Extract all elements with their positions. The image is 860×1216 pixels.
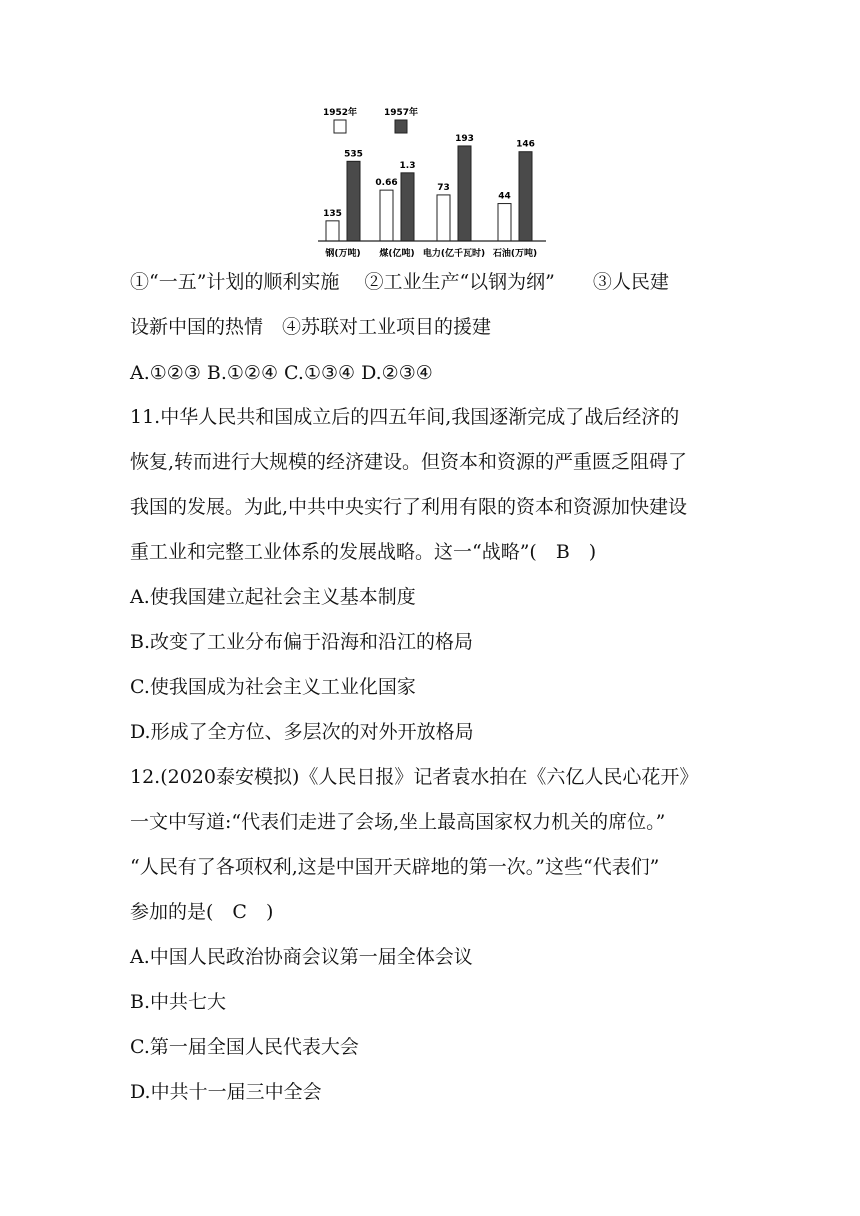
industrial-output-bar-chart <box>310 100 550 265</box>
option-statements-2: 设新中国的热情 ④苏联对工业项目的援建 <box>130 316 492 338</box>
bar-1952年-2 <box>437 195 450 241</box>
q11-stem-1: 11.中华人民共和国成立后的四五年间,我国逐渐完成了战后经济的 <box>130 406 680 428</box>
chart-bars <box>323 134 535 241</box>
q12-stem-2: 一文中写道:“代表们走进了会场,坐上最高国家权力机关的席位。” <box>130 811 666 833</box>
legend-label-1952: 1952年 <box>323 108 358 118</box>
q11-option-c: C.使我国成为社会主义工业化国家 <box>130 676 416 698</box>
option-statements-1: ①“一五”计划的顺利实施 ②工业生产“以钢为纲” ③人民建 <box>130 271 669 293</box>
bar-1952年-0 <box>326 221 339 241</box>
q12-option-c: C.第一届全国人民代表大会 <box>130 1036 359 1058</box>
data-label-1957年-1: 1.3 <box>399 160 416 171</box>
q11-stem-3: 我国的发展。为此,中共中央实行了利用有限的资本和资源加快建设 <box>130 496 688 518</box>
bar-1957年-2 <box>458 146 471 241</box>
data-label-1957年-0: 535 <box>344 149 363 160</box>
data-label-1952年-1: 0.66 <box>375 178 398 189</box>
bar-1952年-1 <box>380 190 393 241</box>
bar-1957年-3 <box>519 152 532 241</box>
category-label-0: 钢(万吨) <box>325 249 361 259</box>
bar-1957年-0 <box>347 161 360 241</box>
q12-option-b: B.中共七大 <box>130 991 227 1013</box>
data-label-1952年-0: 135 <box>323 208 342 219</box>
q11-stem-4: 重工业和完整工业体系的发展战略。这一“战略”( B ) <box>130 541 597 563</box>
q11-stem-2: 恢复,转而进行大规模的经济建设。但资本和资源的严重匮乏阻碍了 <box>130 451 688 473</box>
data-label-1957年-3: 146 <box>516 139 535 150</box>
q11-option-a: A.使我国建立起社会主义基本制度 <box>130 586 416 608</box>
q10-choices: A.①②③ B.①②④ C.①③④ D.②③④ <box>130 362 433 384</box>
legend-label-1957: 1957年 <box>384 108 419 118</box>
legend-swatch-1957 <box>395 120 407 133</box>
q12-stem-4: 参加的是( C ) <box>130 901 274 923</box>
q12-stem-3: “人民有了各项权利,这是中国开天辟地的第一次。”这些“代表们” <box>130 856 660 878</box>
category-label-2: 电力(亿千瓦时) <box>422 249 486 259</box>
q12-option-a: A.中国人民政治协商会议第一届全体会议 <box>130 946 473 968</box>
chart-category-labels <box>324 247 537 259</box>
category-label-1: 煤(亿吨) <box>379 249 415 259</box>
chart-legend <box>323 106 418 133</box>
data-label-1952年-2: 73 <box>437 182 450 193</box>
q11-option-d: D.形成了全方位、多层次的对外开放格局 <box>130 721 474 743</box>
q12-option-d: D.中共十一届三中全会 <box>130 1081 322 1103</box>
category-label-3: 石油(万吨) <box>492 249 538 259</box>
legend-swatch-1952 <box>334 120 346 133</box>
data-label-1952年-3: 44 <box>498 191 511 202</box>
q11-option-b: B.改变了工业分布偏于沿海和沿江的格局 <box>130 631 474 653</box>
bar-1952年-3 <box>498 204 511 241</box>
q12-stem-1: 12.(2020泰安模拟)《人民日报》记者袁水拍在《六亿人民心花开》 <box>130 766 699 788</box>
data-label-1957年-2: 193 <box>455 133 474 144</box>
bar-1957年-1 <box>401 173 414 241</box>
